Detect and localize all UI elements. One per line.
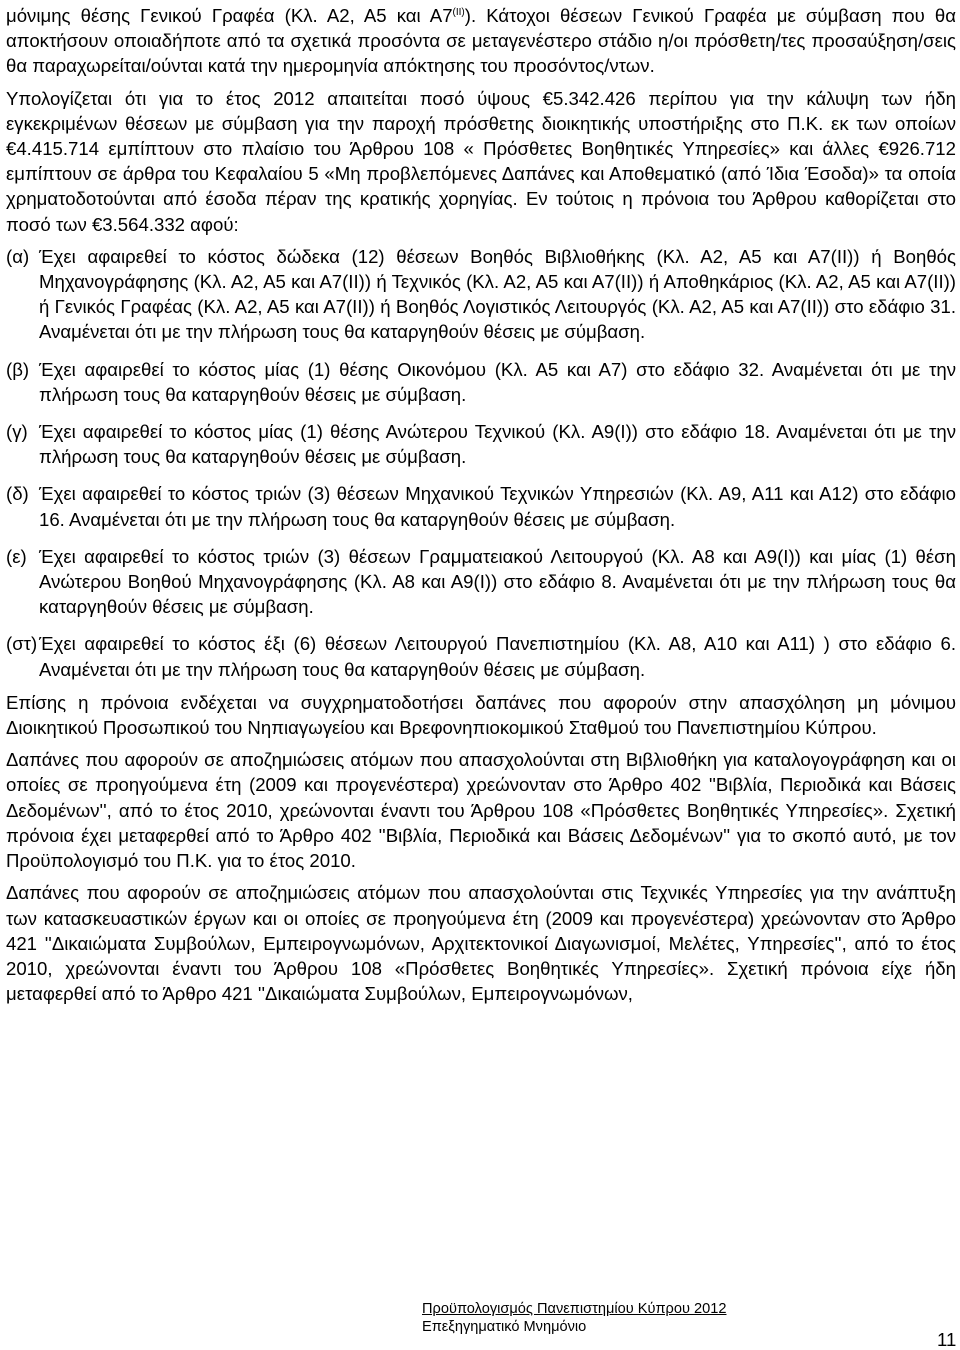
list-item-label: (ε) <box>6 545 27 567</box>
list-item <box>6 357 956 407</box>
page-footer <box>422 1300 726 1336</box>
footer-subtitle: Επεξηγηματικό Μνημόνιο <box>422 1319 587 1335</box>
superscript: (ΙΙ) <box>452 7 465 18</box>
list-item-text: Έχει αφαιρεθεί το κόστος τριών (3) θέσεων Μηχανικού Τεχνικών Υπηρεσιών (Κλ. Α9, Α11 και Α12) στο εδάφιο 16. Αναμένεται ότι με την πλήρωση τους θα καταργηθούν θέσεις με σύμβαση. <box>39 483 956 530</box>
paragraph-cost-estimate: Υπολογίζεται ότι για το έτος 2012 απαιτείται ποσό ύψους €5.342.426 περίπου για την κάλυψη των ήδη εγκεκριμένων θέσεων με σύμβαση για την παροχή πρόσθετης διοικητικής υποστήριξης στο Π.Κ. εκ των οποίων €4.415.714 εμπίπτουν στο πλαίσιο του Άρθρου 108 « Πρόσθετες Βοηθητικές Υπηρεσίες» και άλλες €926.712 εμπίπτουν σε άρθρα του Κεφαλαίου 5 «Μη προβλεπόμενες Δαπάνες και Αποθεματικό (από Ίδια Έσοδα)» τα οποία χρηματοδοτούνται από έσοδα πέραν της κρατικής χορηγίας. Εν τούτοις η πρόνοια του Άρθρου καθορίζεται στο ποσό των €3.564.332 αφού: <box>6 87 956 235</box>
list-item <box>6 481 956 531</box>
paragraph-continuation <box>6 3 956 79</box>
list-item <box>6 419 956 469</box>
document-body <box>6 3 956 1013</box>
list-item-label: (στ) <box>6 633 38 655</box>
list-item-label: (δ) <box>6 483 29 505</box>
paragraph-technical-services-expenses: Δαπάνες που αφορούν σε αποζημιώσεις ατόμων που απασχολούνται στις Τεχνικές Υπηρεσίες για την ανάπτυξη των κατασκευαστικών έργων και οι οποίες σε προηγούμενα έτη (2009 και προγενέστερα) χρεώνονταν στο Άρθρο 421 ''Δικαιώματα Συμβούλων, Εμπειρογνωμόνων, Αρχιτεκτονικοί Διαγωνισμοί, Μελέτες, Υπηρεσίες'', από το έτος 2010, χρεώνονται έναντι του Άρθρου 108 «Πρόσθετες Βοηθητικές Υπηρεσίες». Σχετική πρόνοια είχε ήδη μεταφερθεί από το Άρθρο 421 ''Δικαιώματα Συμβούλων, Εμπειρογνωμόνων, <box>6 882 956 1005</box>
paragraph-library-expenses: Δαπάνες που αφορούν σε αποζημιώσεις ατόμων που απασχολούνται στη Βιβλιοθήκη για καταλογογράφηση και οι οποίες σε προηγούμενα έτη (2009 και προγενέστερα) χρεώνονταν στο Άρθρο 402 ''Βιβλία, Περιοδικά και Βάσεις Δεδομένων'', από το έτος 2010, χρεώνονται έναντι του Άρθρου 108 «Πρόσθετες Βοηθητικές Υπηρεσίες». Σχετική πρόνοια έχει μεταφερθεί από το Άρθρο 402 ''Βιβλία, Περιοδικά και Βάσεις Δεδομένων'' για το σκοπό αυτό, με τον Προϋπολογισμό του Π.Κ. για το έτος 2010. <box>6 749 956 872</box>
list-item-label: (α) <box>6 245 30 267</box>
list-item-text: Έχει αφαιρεθεί το κόστος έξι (6) θέσεων Λειτουργού Πανεπιστημίου (Κλ. Α8, Α10 και Α11) ) στο εδάφιο 6. Αναμένεται ότι με την πλήρωση τους θα καταργηθούν θέσεις με σύμβαση. <box>39 633 956 680</box>
list-item-label: (β) <box>6 358 30 380</box>
page-number: 11 <box>937 1329 957 1350</box>
paragraph-text: ). Κάτοχοι θέσεων Γενικού Γραφέα με σύμβαση που θα αποκτήσουν οποιαδήποτε από τα σχετικά προσόντα σε μεταγενέστερο στάδιο η/οι πρόσθετη/τες προσαύξηση/σεις θα παραχωρείται/ούνται κατά την ημερομηνία απόκτησης του προσόντος/ντων. <box>6 5 956 77</box>
list-item-label: (γ) <box>6 421 28 443</box>
footer-title: Προϋπολογισμός Πανεπιστημίου Κύπρου 2012 <box>422 1301 727 1317</box>
paragraph-cofunding: Επίσης η πρόνοια ενδέχεται να συγχρηματοδοτήσει δαπάνες που αφορούν στην απασχόληση μη μόνιμου Διοικητικού Προσωπικού του Νηπιαγωγείου και Βρεφονηπιοκομικού Σταθμού του Πανεπιστημίου Κύπρου. <box>6 691 956 739</box>
list-item <box>6 244 956 345</box>
list-item-text: Έχει αφαιρεθεί το κόστος μίας (1) θέσης Ανώτερου Τεχνικού (Κλ. Α9(Ι)) στο εδάφιο 18. Αναμένεται ότι με την πλήρωση τους θα καταργηθούν θέσεις με σύμβαση. <box>39 421 956 468</box>
list-item <box>6 631 956 681</box>
list-item <box>6 544 956 620</box>
list-item-text: Έχει αφαιρεθεί το κόστος δώδεκα (12) θέσεων Βοηθός Βιβλιοθήκης (Κλ. Α2, Α5 και Α7(ΙΙ)) ή Βοηθός Μηχανογράφησης (Κλ. Α2, Α5 και Α7(ΙΙ)) ή Τεχνικός (Κλ. Α2, Α5 και Α7(ΙΙ)) ή Αποθηκάριος (Κλ. Α2, Α5 και Α7(ΙΙ)) ή Γενικός Γραφέας (Κλ. Α2, Α5 και Α7(ΙΙ)) ή Βοηθός Λογιστικός Λειτουργός (Κλ. Α2, Α5 και Α7(ΙΙ)) στο εδάφιο 31. Αναμένεται ότι με την πλήρωση τους θα καταργηθούν θέσεις με σύμβαση. <box>39 245 956 343</box>
paragraph-text: μόνιμης θέσης Γενικού Γραφέα (Κλ. Α2, Α5 και Α7 <box>6 5 453 26</box>
list-item-text: Έχει αφαιρεθεί το κόστος μίας (1) θέσης Οικονόμου (Κλ. Α5 και Α7) στο εδάφιο 32. Αναμένεται ότι με την πλήρωση τους θα καταργηθούν θέσεις με σύμβαση. <box>39 358 956 405</box>
list-item-text: Έχει αφαιρεθεί το κόστος τριών (3) θέσεων Γραμματειακού Λειτουργού (Κλ. Α8 και Α9(Ι)) και μίας (1) θέση Ανώτερου Βοηθού Μηχανογράφησης (Κλ. Α8 και Α9(Ι)) στο εδάφιο 8. Αναμένεται ότι με την πλήρωση τους θα καταργηθούν θέσεις με σύμβαση. <box>39 545 956 618</box>
